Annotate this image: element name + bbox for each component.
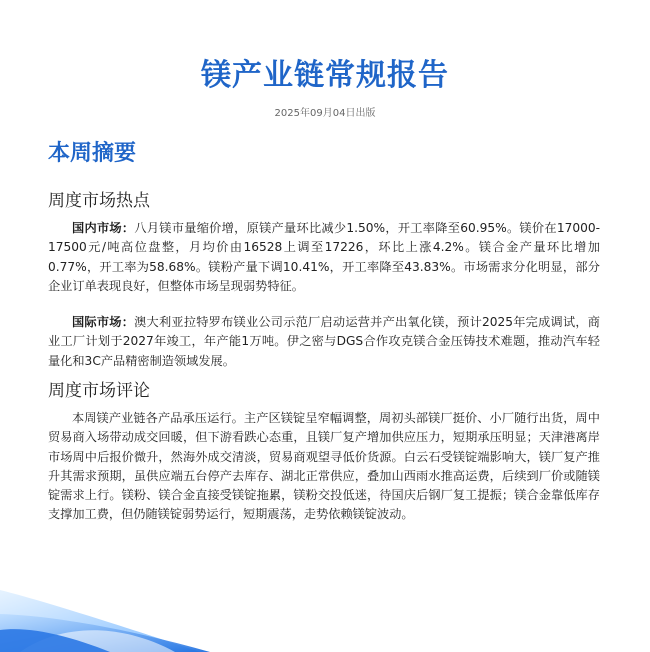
domestic-market-paragraph: [48, 219, 600, 296]
commentary-heading: 周度市场评论: [48, 381, 150, 401]
domestic-market-label: 国内市场：: [72, 221, 135, 235]
commentary-paragraph: 本周镁产业链各产品承压运行。主产区镁锭呈窄幅调整，周初头部镁厂挺价、小厂随行出货，周中贸易商入场带动成交回暖，但下游看跌心态重，且镁厂复产增加供应压力，短期承压明显；天津港离岸市场周中后报价微升，然海外成交清淡，贸易商观望寻低价货源。白云石受镁锭端影响大，镁厂复产推升其需求预期，虽供应端五台停产去库存、湖北正常供应，叠加山西雨水推高运费，后续到厂价或随镁锭需求上行。镁粉、镁合金直接受镁锭拖累，镁粉交投低迷，待国庆后钢厂复工提振；镁合金靠低库存支撑加工费，但仍随镁锭弱势运行，短期震荡，走势依赖镁锭波动。: [48, 411, 600, 522]
summary-heading: 本周摘要: [48, 141, 137, 166]
report-title: 镁产业链常规报告: [201, 58, 449, 93]
domestic-market-text: 八月镁市量缩价增，原镁产量环比减少1.50%，开工率降至60.95%。镁价在17000-17500元/吨高位盘整，月均价由16528上调至17226，环比上涨4.2%。镁合金产量环比增加0.77%，开工率为58.68%。镁粉产量下调10.41%，开工率降至43.83%。市场需求分化明显，部分企业订单表现良好，但整体市场呈现弱势特征。: [48, 221, 600, 293]
publication-date: 2025年09月04日出版: [274, 108, 376, 119]
international-market-text: 澳大利亚拉特罗布镁业公司示范厂启动运营并产出氧化镁，预计2025年完成调试，商业工厂计划于2027年竣工，年产能1万吨。伊之密与DGS合作攻克镁合金压铸技术难题，推动汽车轻量化和3C产品精密制造领域发展。: [48, 315, 600, 368]
international-market-paragraph: [48, 313, 600, 371]
corner-wave-decoration: [0, 512, 260, 652]
hotspots-heading: 周度市场热点: [48, 191, 150, 211]
international-market-label: 国际市场：: [72, 315, 135, 329]
